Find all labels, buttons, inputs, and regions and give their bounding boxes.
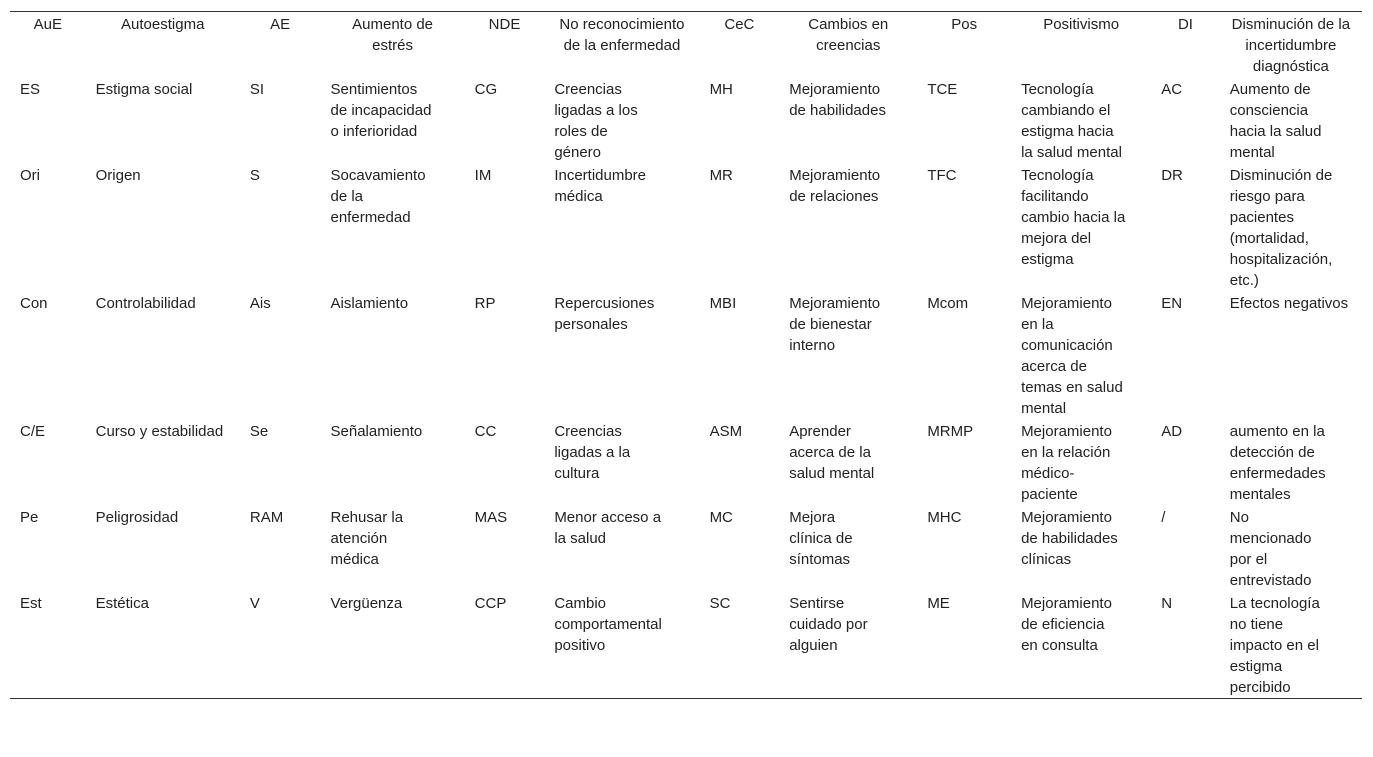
table-cell: ES (20, 81, 41, 98)
cell-text: Menor acceso a la salud (554, 509, 662, 547)
table-row (10, 591, 1362, 699)
table-cell: / (1161, 509, 1166, 526)
table-cell (321, 163, 465, 291)
table-cell: DR (1161, 167, 1183, 184)
table-row (10, 419, 1362, 505)
table-cell: Estética (95, 595, 149, 612)
cell-text: Mejoramiento de bienestar interno (789, 295, 881, 354)
table-cell: TFC (927, 167, 957, 184)
table-cell (544, 591, 699, 699)
table-cell: Estigma social (95, 81, 193, 98)
table-cell (321, 591, 465, 699)
cell-text: Señalamiento (330, 423, 423, 440)
codes-table (10, 11, 1362, 699)
table-cell (779, 163, 917, 291)
header-cell: Aumento de estrés (352, 16, 434, 54)
table-cell: N (1161, 595, 1173, 612)
table-cell (1011, 291, 1151, 419)
header-cell: DI (1177, 16, 1193, 33)
table-cell: MBI (709, 295, 737, 312)
cell-text: Mejoramiento en la relación médico-paciente (1021, 423, 1112, 503)
cell-text: Aprender acerca de la salud mental (789, 423, 875, 482)
table-cell (1220, 505, 1362, 591)
table-cell: RAM (249, 509, 284, 526)
cell-text: aumento en la detección de enfermedades mentales (1229, 423, 1326, 503)
table-cell (544, 419, 699, 505)
table-cell (1011, 77, 1151, 163)
table-cell (544, 163, 699, 291)
header-cell: Positivismo (1043, 16, 1120, 33)
table-cell (1220, 291, 1362, 419)
table-row (10, 77, 1362, 163)
table-cell: SC (709, 595, 731, 612)
table-cell: Ori (20, 167, 40, 184)
table-cell (544, 505, 699, 591)
table-row (10, 163, 1362, 291)
header-cell: Pos (951, 16, 978, 33)
table-cell: S (249, 167, 260, 184)
cell-text: Vergüenza (330, 595, 403, 612)
header-cell: Autoestigma (121, 16, 205, 33)
table-cell: Controlabilidad (95, 295, 196, 312)
cell-text: Repercusiones personales (554, 295, 655, 333)
table-cell (1011, 591, 1151, 699)
table-cell (779, 505, 917, 591)
table-cell (1011, 505, 1151, 591)
table-cell: Ais (249, 295, 271, 312)
table-cell (779, 419, 917, 505)
table-cell: CC (474, 423, 497, 440)
table-cell: IM (474, 167, 492, 184)
table-cell: MAS (474, 509, 508, 526)
table-cell: RP (474, 295, 496, 312)
table-cell (1220, 77, 1362, 163)
table-cell (1011, 419, 1151, 505)
cell-text: Mejoramiento de habilidades clínicas (1021, 509, 1118, 568)
header-cell: CeC (724, 16, 755, 33)
header-cell: Disminución de la incertidumbre diagnóstica (1231, 16, 1351, 75)
table-cell: Origen (95, 167, 141, 184)
cell-text: Disminución de riesgo para pacientes (mortalidad, hospitalización, etc.) (1229, 167, 1333, 289)
cell-text: Mejora clínica de síntomas (789, 509, 853, 568)
cell-text: Efectos negativos (1229, 295, 1349, 312)
table-cell (1220, 163, 1362, 291)
table-cell: SI (249, 81, 265, 98)
cell-text: Aislamiento (330, 295, 409, 312)
table-cell: AC (1161, 81, 1183, 98)
cell-text: Aumento de consciencia hacia la salud mental (1229, 81, 1322, 161)
table-cell: MRMP (927, 423, 974, 440)
header-cell: No reconocimiento de la enfermedad (559, 16, 685, 54)
table-cell: CCP (474, 595, 507, 612)
table-cell: MC (709, 509, 733, 526)
table-cell (544, 291, 699, 419)
table-cell (321, 505, 465, 591)
table-cell: ASM (709, 423, 743, 440)
header-cell: NDE (488, 16, 521, 33)
cell-text: Rehusar la atención médica (330, 509, 404, 568)
cell-text: Mejoramiento de relaciones (789, 167, 881, 205)
table-cell (321, 419, 465, 505)
table-cell: Se (249, 423, 269, 440)
cell-text: Creencias ligadas a los roles de género (554, 81, 638, 161)
cell-text: Tecnología facilitando cambio hacia la mejora del estigma (1021, 167, 1126, 268)
table-cell: MH (709, 81, 733, 98)
table-cell: TCE (927, 81, 958, 98)
cell-text: Mejoramiento de habilidades (789, 81, 886, 119)
table-cell (1220, 419, 1362, 505)
cell-text: Sentimientos de incapacidad o inferioridad (330, 81, 432, 140)
cell-text: Mejoramiento de eficiencia en consulta (1021, 595, 1112, 654)
table-header-row (10, 12, 1362, 78)
cell-text: Mejoramiento en la comunicación acerca de temas en salud mental (1021, 295, 1123, 417)
table-cell: Est (20, 595, 42, 612)
header-cell: Cambios en creencias (808, 16, 889, 54)
table-cell: Mcom (927, 295, 969, 312)
cell-text: La tecnología no tiene impacto en el estigma percibido (1229, 595, 1320, 696)
table-cell: ME (927, 595, 950, 612)
cell-text: Tecnología cambiando el estigma hacia la salud mental (1021, 81, 1122, 161)
table-cell: Peligrosidad (95, 509, 179, 526)
table-cell (544, 77, 699, 163)
table-cell: C/E (20, 423, 46, 440)
table-cell: MHC (927, 509, 962, 526)
table-cell: Curso y estabilidad (95, 423, 224, 440)
table-cell (779, 77, 917, 163)
table-cell (779, 291, 917, 419)
cell-text: Cambio comportamental positivo (554, 595, 662, 654)
header-cell: AE (270, 16, 291, 33)
table-cell: V (249, 595, 260, 612)
table-row (10, 291, 1362, 419)
cell-text: Sentirse cuidado por alguien (789, 595, 868, 654)
table-cell (1220, 591, 1362, 699)
cell-text: No mencionado por el entrevistado (1229, 509, 1312, 589)
table-cell: MR (709, 167, 733, 184)
table-cell: CG (474, 81, 498, 98)
table-cell: Pe (20, 509, 39, 526)
cell-text: Incertidumbre médica (554, 167, 647, 205)
table-cell (321, 77, 465, 163)
table-cell: EN (1161, 295, 1183, 312)
table-cell: Con (20, 295, 48, 312)
table-cell (1011, 163, 1151, 291)
table-cell (321, 291, 465, 419)
cell-text: Socavamiento de la enfermedad (330, 167, 426, 226)
header-cell: AuE (33, 16, 62, 33)
table-row (10, 505, 1362, 591)
table-wrapper (10, 11, 1362, 699)
cell-text: Creencias ligadas a la cultura (554, 423, 631, 482)
table-cell: AD (1161, 423, 1183, 440)
table-cell (779, 591, 917, 699)
